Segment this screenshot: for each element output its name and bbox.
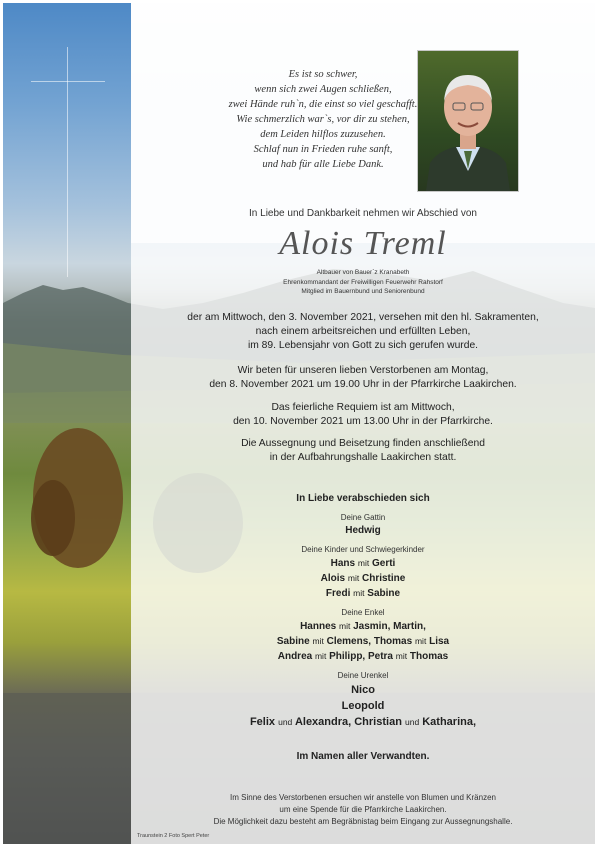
poem-line: Schlaf nun in Frieden ruhe sanft, [253,144,393,155]
title-line: Ehrenkommandant der Freiwilligen Feuerwehr Rahstorf [283,278,443,286]
intro-text: In Liebe und Dankbarkeit nehmen wir Abschied von [249,208,477,219]
person-name: Gerti [372,558,396,569]
poem-line: wenn sich zwei Augen schließen, [254,84,392,95]
connector: mit [353,588,365,598]
person-name: Clemens, Thomas [326,636,413,647]
person-name: Nico [351,684,375,696]
person-name: Jasmin, Martin, [353,621,426,632]
person-name: Hans [330,558,356,569]
family-line [133,556,593,571]
text-line: in der Aufbahrungshalle Laakirchen statt. [269,452,457,463]
poem-line: zwei Hände ruh`n, die einst so viel geschafft. [228,99,418,110]
portrait-illustration [418,51,518,191]
family-line [133,571,593,586]
wife-name: Hedwig [345,525,381,536]
person-name: Fredi [325,588,351,599]
connector: mit [312,636,324,646]
grandchildren-label: Deine Enkel [341,608,385,617]
person-name: Leopold [341,700,385,712]
photo-credit: Traunstein 2 Foto Spert Peter [137,833,210,839]
person-name: Hannes [300,621,337,632]
wife-label: Deine Gattin [340,513,386,522]
person-name: Sabine [367,588,401,599]
family-line [133,634,593,649]
honorary-titles [163,268,563,297]
person-name: Andrea [277,651,313,662]
title-line: Mitglied im Bauernbund und Seniorenbund [301,288,425,295]
connector: mit [347,573,360,583]
person-name: Felix [249,716,276,728]
text-line: den 10. November 2021 um 13.00 Uhr in der Pfarrkirche. [233,416,493,427]
family-line [133,714,593,730]
text-line: der am Mittwoch, den 3. November 2021, versehen mit den hl. Sakramenten, [187,312,539,323]
connector: mit [314,651,327,661]
connector: und [278,717,293,727]
connector: mit [338,621,351,631]
family-line [133,649,593,664]
death-notice [133,311,593,353]
person-name: Christine [362,573,406,584]
person-name: Philipp, Petra [329,651,393,662]
great-grandchildren-label: Deine Urenkel [337,671,389,680]
text-line: den 8. November 2021 um 19.00 Uhr in der Pfarrkirche Laakirchen. [209,379,517,390]
text-line: im 89. Lebensjahr von Gott zu sich gerufen wurde. [247,340,479,351]
title-line: Altbauer von Bauer`z Kranabeth [316,269,410,276]
connector: mit [414,636,427,646]
prayer-notice [133,364,593,392]
poem-line: und hab für alle Liebe Dank. [262,159,384,170]
person-name: Alexandra, Christian [294,716,402,728]
mourners-heading: In Liebe verabschieden sich [296,493,430,504]
cross-bar [31,81,105,82]
person-name: Lisa [429,636,450,647]
text-line: Im Sinne des Verstorbenen ersuchen wir anstelle von Blumen und Kränzen [230,793,496,802]
poem-line: dem Leiden hilflos zuzusehen. [260,129,386,140]
requiem-notice [133,401,593,429]
family-line [133,586,593,601]
donation-note [133,792,593,828]
obituary-card [3,3,595,844]
person-name: Thomas [409,651,449,662]
connector: mit [395,651,408,661]
person-name: Alois [320,573,346,584]
poem-line: Es ist so schwer, [288,69,358,80]
portrait-photo [417,50,519,192]
text-line: um eine Spende für die Pfarrkirche Laakirchen. [279,805,447,814]
person-name: Katharina, [422,716,477,728]
burial-notice [133,437,593,465]
person-name: Sabine [276,636,310,647]
family-line [133,619,593,634]
connector: mit [357,558,370,568]
deceased-name: Alois Treml [279,225,447,262]
text-line: Wir beten für unseren lieben Verstorbenen am Montag, [237,365,489,376]
connector: und [404,717,420,727]
text-line: Das feierliche Requiem ist am Mittwoch, [271,402,455,413]
text-line: nach einem arbeitsreichen und erfüllten Leben, [255,326,471,337]
text-line: Die Möglichkeit dazu besteht am Begräbnistag beim Eingang zur Aussegnungshalle. [213,817,513,826]
poem-line: Wie schmerzlich war`s, vor dir zu stehen, [236,114,410,125]
text-line: Die Aussegnung und Beisetzung finden anschließend [241,438,485,449]
closing-line: Im Namen aller Verwandten. [296,751,430,762]
mourners-list [133,493,593,730]
children-label: Deine Kinder und Schwiegerkinder [301,545,425,554]
